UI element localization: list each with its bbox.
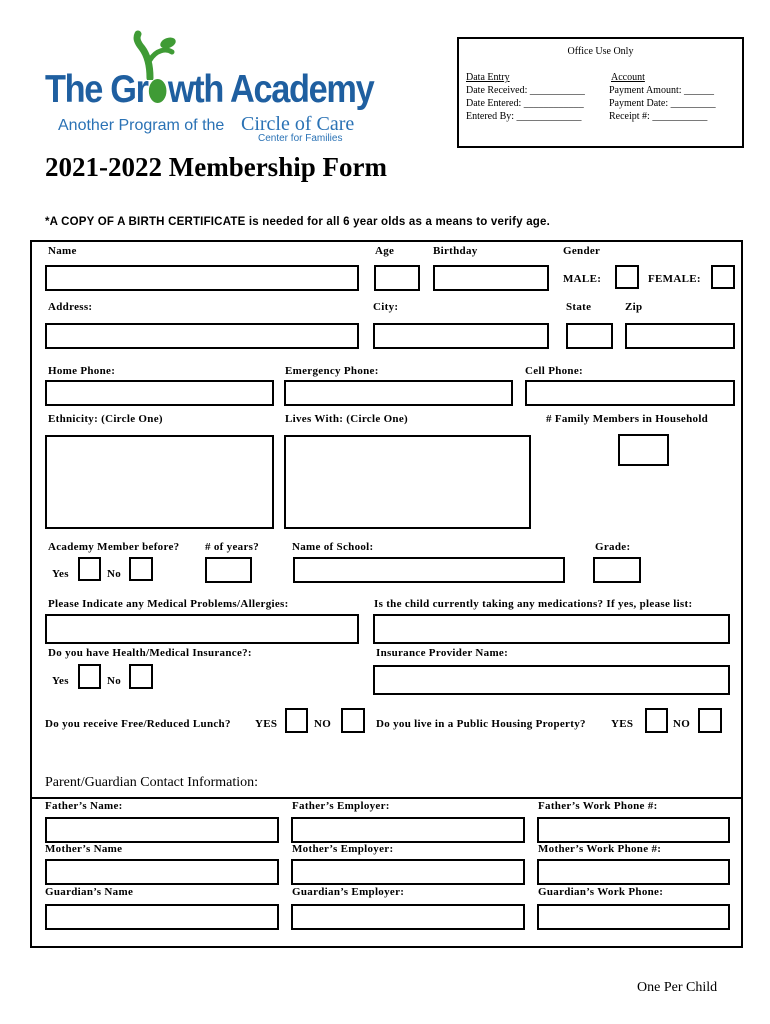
zip-label: Zip xyxy=(625,301,643,313)
birthday-label: Birthday xyxy=(433,245,478,257)
home-phone-field[interactable] xyxy=(45,380,274,406)
academy-yes-checkbox[interactable] xyxy=(78,557,101,581)
lunch-no-label: NO xyxy=(314,718,332,730)
account-header: Account xyxy=(611,72,645,83)
guardian-name-label: Guardian’s Name xyxy=(45,886,134,898)
school-field[interactable] xyxy=(293,557,565,583)
family-members-label: # Family Members in Household xyxy=(546,413,709,425)
footer-note: One Per Child xyxy=(637,980,718,995)
lunch-yes-label: YES xyxy=(255,718,278,730)
father-name-label: Father’s Name: xyxy=(45,800,123,812)
father-phone-field[interactable] xyxy=(537,817,730,843)
mother-employer-field[interactable] xyxy=(291,859,525,885)
housing-label: Do you live in a Public Housing Property? xyxy=(376,718,586,730)
guardian-phone-field[interactable] xyxy=(537,904,730,930)
school-label: Name of School: xyxy=(292,541,374,553)
ethnicity-label: Ethnicity: (Circle One) xyxy=(48,413,163,425)
lives-with-field[interactable] xyxy=(284,435,531,529)
male-checkbox[interactable] xyxy=(615,265,639,289)
office-data-entry xyxy=(466,71,585,123)
cell-phone-label: Cell Phone: xyxy=(525,365,583,377)
mother-name-field[interactable] xyxy=(45,859,279,885)
home-phone-label: Home Phone: xyxy=(48,365,116,377)
address-field[interactable] xyxy=(45,323,359,349)
office-title: Office Use Only xyxy=(567,46,634,57)
data-entry-header: Data Entry xyxy=(466,72,510,83)
grade-field[interactable] xyxy=(593,557,641,583)
logo-o-seed xyxy=(148,68,168,112)
mother-name-label: Mother’s Name xyxy=(45,843,123,855)
ethnicity-field[interactable] xyxy=(45,435,274,529)
provider-label: Insurance Provider Name: xyxy=(376,647,509,659)
father-name-field[interactable] xyxy=(45,817,279,843)
mother-phone-label: Mother’s Work Phone #: xyxy=(538,843,662,855)
emergency-phone-label: Emergency Phone: xyxy=(285,365,379,377)
academy-yes-label: Yes xyxy=(52,568,69,580)
mother-employer-label: Mother’s Employer: xyxy=(292,843,394,855)
address-label: Address: xyxy=(48,301,93,313)
age-field[interactable] xyxy=(374,265,420,291)
logo-text-end: wth Academy xyxy=(167,68,374,111)
city-field[interactable] xyxy=(373,323,549,349)
insurance-yes-checkbox[interactable] xyxy=(78,664,101,689)
father-employer-field[interactable] xyxy=(291,817,525,843)
emergency-phone-field[interactable] xyxy=(284,380,513,406)
male-label: MALE: xyxy=(563,273,602,285)
birthday-field[interactable] xyxy=(433,265,549,291)
father-employer-label: Father’s Employer: xyxy=(292,800,390,812)
logo-subtitle: Another Program of the xyxy=(58,117,225,134)
lunch-label: Do you receive Free/Reduced Lunch? xyxy=(45,718,231,730)
insurance-label: Do you have Health/Medical Insurance?: xyxy=(48,647,252,659)
birth-certificate-note: *A COPY OF A BIRTH CERTIFICATE is needed for all 6 year olds as a means to verify age. xyxy=(45,216,551,228)
section-divider xyxy=(30,797,743,799)
age-label: Age xyxy=(375,245,395,257)
name-label: Name xyxy=(48,245,77,257)
state-field[interactable] xyxy=(566,323,613,349)
housing-no-label: NO xyxy=(673,718,691,730)
logo-text-start: The Gr xyxy=(45,68,148,111)
insurance-no-checkbox[interactable] xyxy=(129,664,153,689)
years-label: # of years? xyxy=(205,541,260,553)
office-account xyxy=(609,71,716,123)
father-phone-label: Father’s Work Phone #: xyxy=(538,800,658,812)
guardian-name-field[interactable] xyxy=(45,904,279,930)
office-use-box xyxy=(457,37,744,148)
female-label: FEMALE: xyxy=(648,273,701,285)
parent-guardian-heading: Parent/Guardian Contact Information: xyxy=(45,775,259,790)
academy-member-label: Academy Member before? xyxy=(48,541,180,553)
lunch-yes-checkbox[interactable] xyxy=(285,708,308,733)
housing-yes-checkbox[interactable] xyxy=(645,708,668,733)
payment-amount-line: Payment Amount: ______ xyxy=(609,85,714,96)
female-checkbox[interactable] xyxy=(711,265,735,289)
name-field[interactable] xyxy=(45,265,359,291)
state-label: State xyxy=(566,301,592,313)
entered-by-line: Entered By: _____________ xyxy=(466,111,582,122)
logo-circle-of-care: Circle of Care xyxy=(241,113,355,135)
provider-field[interactable] xyxy=(373,665,730,695)
housing-yes-label: YES xyxy=(611,718,634,730)
academy-no-label: No xyxy=(107,568,122,580)
family-members-field[interactable] xyxy=(618,434,669,466)
insurance-yes-label: Yes xyxy=(52,675,69,687)
mother-phone-field[interactable] xyxy=(537,859,730,885)
date-received-line: Date Received: ___________ xyxy=(466,85,585,96)
medical-field[interactable] xyxy=(45,614,359,644)
medications-label: Is the child currently taking any medications? If yes, please list: xyxy=(374,598,693,610)
housing-no-checkbox[interactable] xyxy=(698,708,722,733)
guardian-phone-label: Guardian’s Work Phone: xyxy=(538,886,664,898)
page-title: 2021-2022 Membership Form xyxy=(45,152,387,182)
years-field[interactable] xyxy=(205,557,252,583)
insurance-no-label: No xyxy=(107,675,122,687)
date-entered-line: Date Entered: ____________ xyxy=(466,98,584,109)
lives-with-label: Lives With: (Circle One) xyxy=(285,413,408,425)
guardian-employer-field[interactable] xyxy=(291,904,525,930)
medications-field[interactable] xyxy=(373,614,730,644)
academy-no-checkbox[interactable] xyxy=(129,557,153,581)
cell-phone-field[interactable] xyxy=(525,380,735,406)
zip-field[interactable] xyxy=(625,323,735,349)
payment-date-line: Payment Date: _________ xyxy=(609,98,716,109)
city-label: City: xyxy=(373,301,399,313)
gender-label: Gender xyxy=(563,245,601,257)
receipt-line: Receipt #: ___________ xyxy=(609,111,708,122)
lunch-no-checkbox[interactable] xyxy=(341,708,365,733)
logo-wordmark xyxy=(45,68,373,112)
medical-label: Please Indicate any Medical Problems/Allergies: xyxy=(48,598,289,610)
guardian-employer-label: Guardian’s Employer: xyxy=(292,886,405,898)
grade-label: Grade: xyxy=(595,541,631,553)
logo-center-for-families: Center for Families xyxy=(258,133,343,144)
